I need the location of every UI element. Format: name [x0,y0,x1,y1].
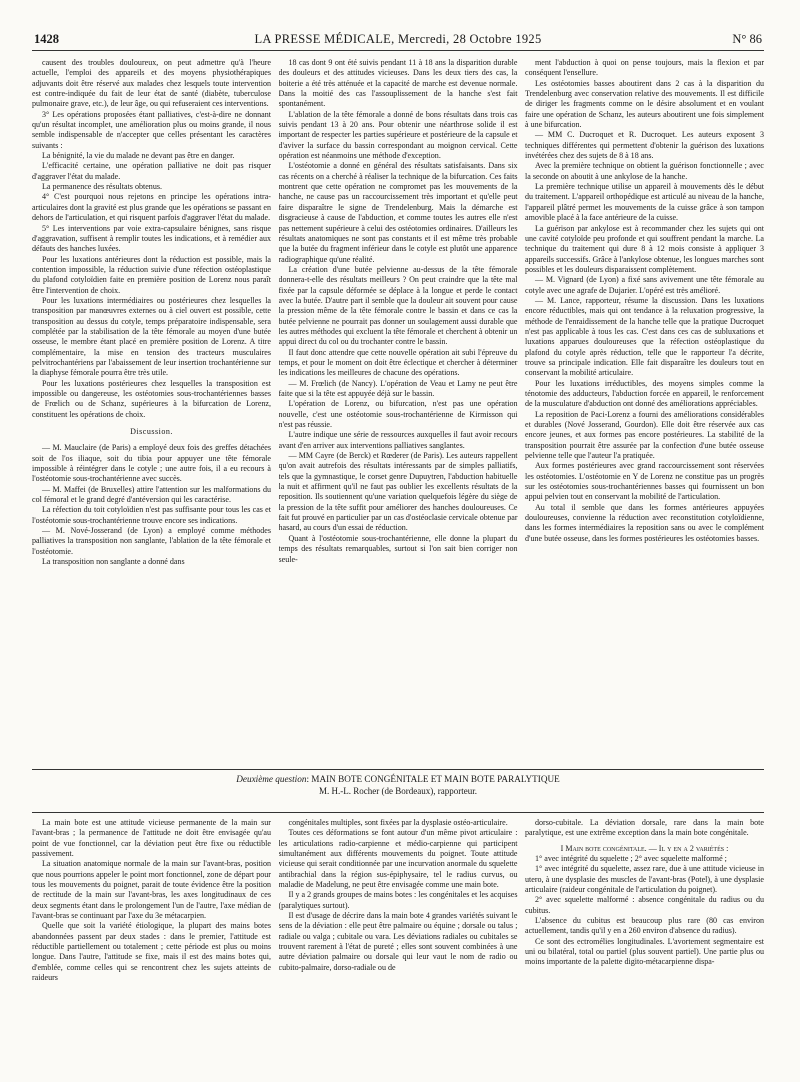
paragraph: Aux formes postérieures avec grand raccourcissement sont réservées les ostéotomies. L'ostéotomie en Y de Lorenz ne constitue pas un progrès sur les ostéotomies sous-trochantériennes basses qui fournissent un bon appui pelvien tout en conservant la mobilité de l'articulation. [525,461,764,502]
paragraph: Il y a 2 grands groupes de mains botes : les congénitales et les acquises (paralytiques surtout). [278,890,518,910]
paragraph: La réfection du toit cotyloïdien n'est pas suffisante pour tous les cas et l'ostéotomie sous-trochantérienne trouve encore ses indications. [32,505,271,525]
top-column-3 [525,58,764,768]
rapporteur-line: M. H.-L. Rocher (de Bordeaux), rapporteur. [319,786,477,796]
paragraph: Quant à l'ostéotomie sous-trochantérienne, elle donne la plupart du temps des résultats remarquables, surtout si l'on sait bien corriger non seule- [278,533,518,564]
paragraph: 18 cas dont 9 ont été suivis pendant 11 à 18 ans la disparition durable des douleurs et des attitudes vicieuses. Dans les deux tiers des cas, la boiterie a été très atténuée et la capacité de marche est devenue normale. Dans la moitié des cas l'assouplissement de la hanche s'est fait spontanément. [278,58,518,109]
paragraph: Pour les luxations irréductibles, des moyens simples comme la ténotomie des adducteurs, l'abduction forcée en appareil, le renforcement de la musculature d'abduction ont donné des améliorations appréciables. [525,378,764,409]
paragraph: 1° avec intégrité du squelette ; 2° avec squelette malformé ; [535,854,727,864]
paragraph: L'efficacité certaine, une opération palliative ne doit pas risquer d'aggraver l'état du malade. [32,161,271,181]
paragraph: — M. Nové-Josserand (de Lyon) a employé comme méthodes palliatives la transposition non sanglante, l'ablation de la tête fémorale et l'ostéotomie. [32,526,271,556]
paragraph: 4° C'est pourquoi nous rejetons en principe les opérations intra-articulaires dont la gravité est plus grande que les opérations se passant en dehors de l'articulation, et qui risquent parfois d'aggraver l'état du malade. [32,192,271,223]
section-heading-discussion: Discussion. [130,427,173,437]
paragraph: Il est d'usage de décrire dans la main bote 4 grandes variétés suivant le sens de la déviation : elle peut être palmaire ou équine ; dorsale ou talus ; radiale ou valga ; cubitale ou vara. Les déviations radiales ou cubitales se trouvent rarement à l'état de pureté ; elles sont souvent combinées à une autre déviation palmaire ou dorsale qui leur vaut le nom de radio ou cubito-palmaire, dorso-radiale ou de [278,911,518,972]
bottom-column-3 [525,818,764,1074]
section-rule-bottom [32,812,764,813]
bottom-columns [32,818,764,1074]
paragraph: La situation anatomique normale de la main sur l'avant-bras, position que nous pourrions appeler le point mort fonctionnel, zone de départ pour tous les mouvements du poignet, parait de toute évidence être la position de rectitude de la main sur l'avant-bras, les axes longitudinaux de ces deux segments étant dans le prolongement l'un de l'autre, l'axe médian de l'avant-bras se continuant par l'axe du 3e métacarpien. [32,859,271,921]
journal-title: LA PRESSE MÉDICALE, Mercredi, 28 Octobre 1925 [254,32,542,46]
question-title: : MAIN BOTE CONGÉNITALE ET MAIN BOTE PARALYTIQUE [306,774,560,784]
top-column-1 [32,58,271,768]
paragraph: — M. Mauclaire (de Paris) a employé deux fois des greffes détachées soit de l'os iliaque, soit du tibia pour appuyer une tête fémorale impossible à réintégrer dans le cotyle ; une autre fois, il a eu recours à l'ostéotomie sous-trochantérienne avec succès. [32,443,271,484]
paragraph: — M. Lance, rapporteur, résume la discussion. Dans les luxations encore réductibles, mais qui ont tendance à la reluxation progressive, la méthode de l'enraidissement de la hanche telle que la pratique Ducroquet n'est pas applicable à tous les cas. C'est dans ces cas de subluxations et luxations apparues douloureuses que la réfection ostéoplastique du plafond du cotyle après réduction, telle que le rapporteur l'a décrite, trouve sa principale indication. Elle fait disparaître les douleurs tout en conservant la mobilité articulaire. [525,295,764,378]
paragraph: dorso-cubitale. La déviation dorsale, rare dans la main bote paralytique, est une extrême exception dans la main bote congénitale. [525,818,764,838]
paragraph: Pour les luxations postérieures chez lesquelles la transposition est impossible ou dangereuse, les ostéotomies sous-trochantériennes basses de Frœlich ou de Schanz, supérieures à la bifurcation de Lorenz, constituent les opérations de choix. [32,378,271,419]
paragraph: Avec la première technique on obtient la guérison fonctionnelle ; avec la seconde on aboutit à une ankylose de la hanche. [525,161,764,181]
paragraph: La bénignité, la vie du malade ne devant pas être en danger. [42,151,235,161]
paragraph: L'opération de Lorenz, ou bifurcation, n'est pas une opération nouvelle, c'est une ostéotomie sous-trochantérienne de Kirmisson qui n'est pas réussie. [278,399,518,430]
paragraph: L'ostéotomie a donné en général des résultats satisfaisants. Dans six cas récents on a cherché à réaliser la technique de la bifurcation. Ces faits montrent que cette opération ne compromet pas les mouvements de la hanche, ne cause pas un raccourcissement très important et qu'elle peut faire disparaître le signe de Trendelenburg. Mais la démarche est disgracieuse à cause de l'abduction, et comme toutes les autres elle n'est pas nettement supérieure à celui des ostéotomies ordinaires. D'ailleurs les résultats anatomiques ne sont pas constants et il est même très probable que la butée du fragment inférieur dans le cotyle est plutôt une apparence radiographique qu'une réalité. [278,161,518,264]
paragraph: Il faut donc attendre que cette nouvelle opération ait subi l'épreuve du temps, et pour le moment on doit être éclectique et chercher à déterminer les indications les meilleures de chacune des opérations. [278,347,518,378]
paragraph: 5° Les interventions par voie extra-capsulaire bénignes, sans risque d'aggravation, suffisent à remplir toutes les indications, et à remédier aux défauts des hanches luxées. [32,223,271,254]
paragraph: Pour les luxations antérieures dont la réduction est possible, mais la contention impossible, la réduction suivie d'une réfection ostéoplastique du plafond cotyloïdien faite en première position de Lorenz nous paraît être l'intervention de choix. [32,254,271,295]
paragraph: La guérison par ankylose est à recommander chez les sujets qui ont une cavité cotyloïde peu profonde et qui souffrent pendant la marche. La technique du traitement qui dure 8 à 12 mois consiste à appliquer 3 appareils successifs. Grâce à l'ankylose obtenue, les longues marches sont possibles et les douleurs disparaissent complètement. [525,223,764,274]
header-rule [32,50,764,51]
paragraph: Toutes ces déformations se font autour d'un même pivot articulaire : les articulations radio-carpienne et médio-carpienne qui participent simultanément aux différents mouvements du poignet. Toute attitude vicieuse qui serait conditionnée par une incurvation anormale du squelette antibrachial dans la région sus-épiphysaire, tel le radius curvus, ou maladie de Madelung, ne peut être envisagée comme une main bote. [278,828,518,890]
paragraph: Quelle que soit la variété étiologique, la plupart des mains botes abandonnées passent par deux stades : dans le premier, l'attitude est réductible partiellement ou totalement ; cette période est plus ou moins longue. Dans l'autre, l'attitude se fixe, mais il est des mains botes qui, d'emblée, comme celles qui se rencontrent chez les sujets atteints de raideurs [32,921,271,983]
top-column-2 [279,58,518,768]
bottom-column-1 [32,818,271,1074]
paragraph: L'autre indique une série de ressources auxquelles il faut avoir recours avant d'en arriver aux interventions palliatives sanglantes. [278,430,518,450]
subsection-heading: I Main bote congénitale. — Il y en a 2 variétés : [560,843,729,853]
paragraph: 1° avec intégrité du squelette, assez rare, due à une attitude vicieuse in utero, à une dysplasie des muscles de l'avant-bras (Potel), à une dysplasie articulaire (raideur congénitale de l'articulation du poignet). [525,864,764,895]
paragraph: L'absence du cubitus est beaucoup plus rare (80 cas environ actuellement, tandis qu'il y en a 260 environ d'absence du radius). [525,916,764,936]
running-header [34,31,762,47]
section-rule-top [32,769,764,770]
paragraph: — MM C. Ducroquet et R. Ducroquet. Les auteurs exposent 3 techniques différentes qui permettent d'obtenir la guérison des luxations invétérées chez des sujets de 8 à 18 ans. [525,130,764,161]
paragraph: La transposition non sanglante a donné dans [42,557,185,567]
question-label: Deuxième question [236,774,307,784]
paragraph: — MM Cayre (de Berck) et Rœderer (de Paris). Les auteurs rappellent qu'on avait autrefois des résultats intéressants par de simples palliatifs, tels que la gymnastique, le corset genre Dupuytren, l'abduction habituelle la nuit et affirment qu'il ne faut pas oublier les excellents résultats de la reposition. Ils soutiennent qu'une variation quelquefois légère du siège de la pression de la tête suffit pour améliorer des hanches douloureuses. Ce fait fut prouvé en particulier par un cas d'ostéoclasie cervicale obtenue par hasard, au cours d'un essai de réduction. [278,451,518,533]
paragraph: La permanence des résultats obtenus. [42,182,162,192]
paragraph: Les ostéotomies basses aboutirent dans 2 cas à la disparition du Trendelenburg avec conservation relative des mouvements. Il est difficile de diriger les fragments comme on le désire absolument et en voulant faire une opération de Schanz, les auteurs aboutirent une fois simplement à une bifurcation. [525,78,764,130]
paragraph: causent des troubles douloureux, on peut admettre qu'à l'heure actuelle, l'emploi des appareils et des moyens physiothérapiques adjuvants doit être réservé aux malades chez lesquels toute intervention est contre-indiquée du fait de leur état de santé (diabète, tuberculose pulmonaire grave, etc.), de leur âge, ou qui refuseraient ces interventions. [32,58,271,109]
paragraph: — M. Vignard (de Lyon) a fixé sans avivement une tête fémorale au cotyle avec une agrafe de Dujarier. L'opéré est très amélioré. [525,275,764,295]
question-2-heading [32,773,764,797]
paragraph: — M. Maffei (de Bruxelles) attire l'attention sur les malformations du col fémoral et le grand degré d'antéversion qui les caractérise. [32,484,271,505]
paragraph: L'ablation de la tête fémorale a donné de bons résultats dans trois cas suivis pendant 13 à 20 ans. Pour obtenir une néarthrose solide il est important de respecter les parties supérieure et postérieure de la capsule et d'aviver la surface du bassin correspondant au moignon cervical. Cette opération est néanmoins une méthode d'exception. [278,109,518,161]
page-number: 1428 [34,32,59,46]
paragraph: Pour les luxations intermédiaires ou postérieures chez lesquelles la transposition par manœuvres externes ou à ciel ouvert est possible, cette transposition au dessus du cotyle, temps préparatoire indispensable, sera complétée par la stabilisation de la tête fémorale au moyen d'une butée osseuse, le membre étant placé en première position de Lorenz. A titre complémentaire, la mise en tension des tracteurs musculaires pelvitrochantériens par l'abaissement de leur insertion trochantérienne sur la diaphyse fémorale pourra être très utile. [32,295,271,378]
paragraph: La reposition de Paci-Lorenz a fourni des améliorations considérables et durables (Nové Josserand, Gourdon). Elle doit être réservée aux cas encore jeunes, et aux formes pas encore postérieures. La stabilité de la transposition pourrait être assurée par la confection d'une butée osseuse pelvienne telle que l'auteur l'a pratiquée. [525,409,764,461]
paragraph: ment l'abduction à quoi on pense toujours, mais la flexion et par conséquent l'ensellure. [525,58,764,78]
paragraph: La création d'une butée pelvienne au-dessus de la tête fémorale donnera-t-elle des résultats meilleurs ? On peut craindre que la tête mal fixée par la capsule déformée se déplace à la longue et perde le contact avec la butée. D'autre part il semble que la douleur ait souvent pour cause la pression même de la tête fémorale contre le bassin et dans ce cas la butée pelvienne ne pourrait pas donner un soulagement aussi durable que les autres méthodes qui excluent la tête fémorale et cherchent à obtenir un appui direct du col ou du trochanter contre le bassin. [278,264,518,347]
paragraph: — M. Frœlich (de Nancy). L'opération de Veau et Lamy ne peut être faite que si la tête est appuyée déjà sur le bassin. [278,378,518,398]
paragraph: congénitales multiples, sont fixées par la dysplasie ostéo-articulaire. [288,818,508,827]
paragraph: Ce sont des ectromélies longitudinales. L'avortement segmentaire est uni ou bilatéral, total ou partiel (plus souvent partiel). Une partie plus ou moins importante de la palette digito-métacarpienne dispa- [525,936,764,967]
top-columns [32,58,764,768]
paragraph: La première technique utilise un appareil à mouvements dès le début du traitement. L'appareil orthopédique est articulé au niveau de la hanche, l'appareil plâtré permet les mouvements de la cuisse grâce à son tampon amovible placé à la face antérieure de la cuisse. [525,182,764,223]
bottom-column-2 [279,818,518,1074]
paragraph: Au total il semble que dans les formes antérieures appuyées douloureuses, convienne la réduction avec reconstitution cotyloïdienne, dans les formes intermédiaires la reposition sans ou avec le complément d'une butée osseuse, dans les formes postérieures les ostéotomies basses. [525,502,764,543]
paragraph: 3° Les opérations proposées étant palliatives, c'est-à-dire ne donnant qu'un résultat incomplet, une amélioration plus ou moins grande, il nous semble indispensable de n'accepter que celles présentant les caractères suivants : [32,109,271,150]
paragraph: La main bote est une attitude vicieuse permanente de la main sur l'avant-bras ; la permanence de l'attitude ne doit être envisagée qu'au point de vue fonctionnel, car la déviation peut être fixe ou réductible passivement. [32,818,271,859]
paragraph: 2° avec squelette malformé : absence congénitale du radius ou du cubitus. [525,895,764,915]
issue-number: N° 86 [732,32,762,46]
